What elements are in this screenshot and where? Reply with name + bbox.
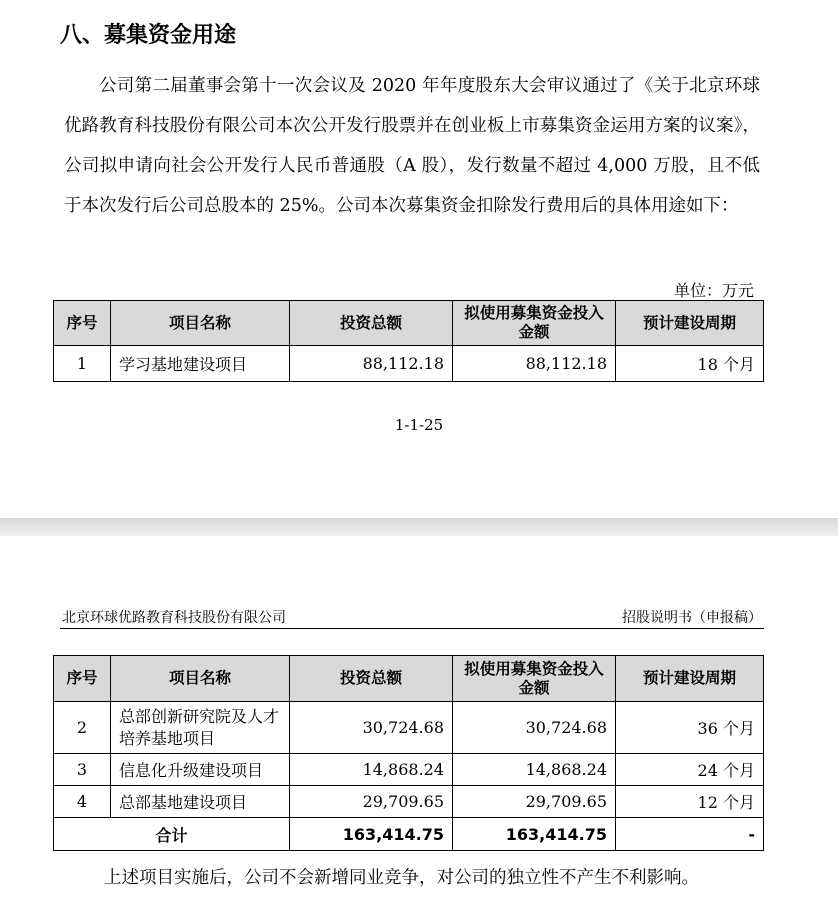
cell-name: 总部基地建设项目 <box>111 786 290 818</box>
table-row <box>54 346 764 382</box>
table-row <box>54 702 764 754</box>
cell-raise: 88,112.18 <box>453 346 616 382</box>
page-separator <box>0 518 838 536</box>
page-number: 1-1-25 <box>394 416 444 434</box>
header-no: 序号 <box>54 656 111 702</box>
total-label: 合计 <box>54 818 290 851</box>
cell-no: 3 <box>54 754 111 786</box>
closing-paragraph: 上述项目实施后，公司不会新增同业竞争，对公司的独立性不产生不利影响。 <box>104 868 699 888</box>
header-raise: 拟使用募集资金投入金额 <box>453 656 616 702</box>
section-heading: 八、募集资金用途 <box>60 23 237 48</box>
table-total-row <box>54 818 764 851</box>
cell-no: 2 <box>54 702 111 754</box>
cell-period: 18 个月 <box>616 346 764 382</box>
header-name: 项目名称 <box>111 301 290 346</box>
page-header-rule <box>60 628 764 629</box>
total-sum: 163,414.75 <box>290 818 453 851</box>
total-raise: 163,414.75 <box>453 818 616 851</box>
header-total: 投资总额 <box>290 301 453 346</box>
total-period: - <box>616 818 764 851</box>
fund-use-table-part2 <box>53 655 764 851</box>
cell-raise: 14,868.24 <box>453 754 616 786</box>
header-period: 预计建设周期 <box>616 656 764 702</box>
header-no: 序号 <box>54 301 111 346</box>
cell-period: 24 个月 <box>616 754 764 786</box>
page-header-doc: 招股说明书（申报稿） <box>622 610 762 626</box>
table-row <box>54 786 764 818</box>
cell-raise: 30,724.68 <box>453 702 616 754</box>
unit-label: 单位：万元 <box>673 281 754 300</box>
cell-name: 学习基地建设项目 <box>111 346 290 382</box>
table-row <box>54 754 764 786</box>
table-header-row <box>54 301 764 346</box>
cell-total: 14,868.24 <box>290 754 453 786</box>
intro-paragraph: 公司第二届董事会第十一次会议及 2020 年年度股东大会审议通过了《关于北京环球优路教育科技股份有限公司本次公开发行股票并在创业板上市募集资金运用方案的议案》，公司拟申请向社会公开发行人民币普通股（A 股），发行数量不超过 4,000 万股，且不低于本次发行后公司总股本的 25%。公司本次募集资金扣除发行费用后的具体用途如下： <box>64 76 760 216</box>
page-header-company: 北京环球优路教育科技股份有限公司 <box>62 610 286 626</box>
cell-name: 总部创新研究院及人才培养基地项目 <box>111 702 290 754</box>
cell-period: 12 个月 <box>616 786 764 818</box>
cell-raise: 29,709.65 <box>453 786 616 818</box>
header-total: 投资总额 <box>290 656 453 702</box>
cell-no: 4 <box>54 786 111 818</box>
header-period: 预计建设周期 <box>616 301 764 346</box>
fund-use-table-part1 <box>53 300 764 382</box>
cell-name: 信息化升级建设项目 <box>111 754 290 786</box>
cell-total: 29,709.65 <box>290 786 453 818</box>
cell-period: 36 个月 <box>616 702 764 754</box>
cell-total: 30,724.68 <box>290 702 453 754</box>
cell-total: 88,112.18 <box>290 346 453 382</box>
header-raise: 拟使用募集资金投入金额 <box>453 301 616 346</box>
cell-no: 1 <box>54 346 111 382</box>
header-name: 项目名称 <box>111 656 290 702</box>
table-header-row <box>54 656 764 702</box>
